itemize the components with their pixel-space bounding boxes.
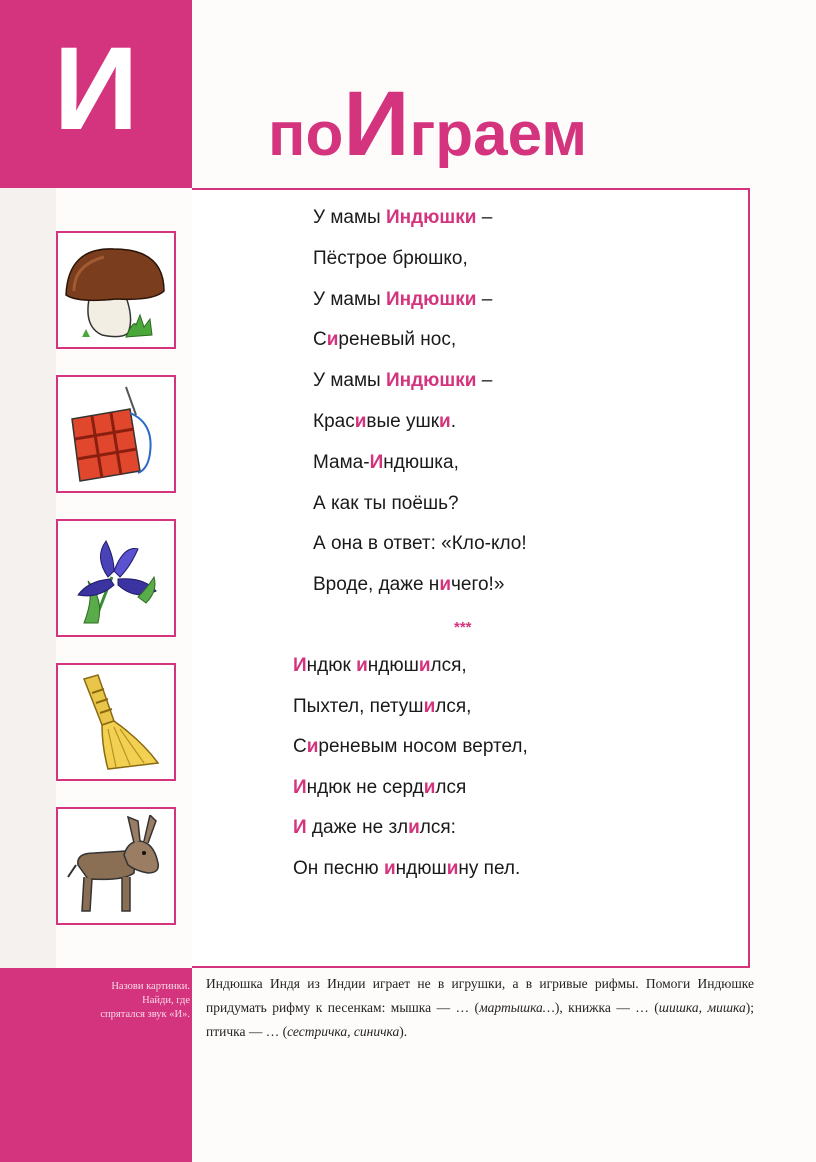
rhyme-answer: мартышка… bbox=[479, 1000, 555, 1015]
big-letter: И bbox=[53, 23, 139, 155]
picture-embroidery bbox=[56, 375, 176, 493]
donkey-icon bbox=[64, 815, 168, 917]
side-strip bbox=[0, 188, 56, 968]
side-instruction: Назови картинки. Найди, где спрятался звук «И». bbox=[100, 981, 190, 1020]
line-text: ндюк bbox=[306, 655, 357, 676]
poem-line bbox=[293, 727, 528, 768]
highlighted-letters: и bbox=[306, 736, 319, 758]
poem-line bbox=[313, 443, 527, 484]
picture-donkey bbox=[56, 807, 176, 925]
task-text-part: Индюшка Индя из Индии играет не в игрушки, а в игривые рифмы. Помоги Индюшке придумать рифму к песенкам: мышка — … ( bbox=[206, 976, 754, 1015]
embroidery-icon bbox=[64, 383, 168, 485]
line-text: – bbox=[476, 370, 493, 392]
broom-icon bbox=[64, 671, 168, 773]
highlighted-letters: и bbox=[423, 695, 436, 717]
poem-stanza-2 bbox=[293, 646, 528, 890]
line-text: ндюк не серд bbox=[306, 776, 424, 798]
task-text bbox=[206, 972, 754, 1044]
highlighted-letters: Индюшки bbox=[385, 207, 477, 228]
line-text: лся, bbox=[435, 695, 472, 717]
poem-line bbox=[313, 565, 527, 606]
poem-line bbox=[313, 280, 527, 321]
line-text: Он песню bbox=[293, 857, 384, 879]
rhyme-answer: шишка, мишка bbox=[658, 1000, 746, 1015]
poem-line bbox=[293, 646, 528, 687]
line-text: С bbox=[293, 736, 307, 758]
line-text: А как ты поёшь? bbox=[313, 492, 459, 514]
highlighted-letters: Индюшки bbox=[385, 370, 477, 392]
highlighted-letters: Индюшки bbox=[385, 288, 477, 310]
line-text: . bbox=[450, 410, 457, 432]
title-capital-letter: И bbox=[343, 73, 410, 175]
line-text: чего!» bbox=[451, 574, 505, 596]
poem-line bbox=[313, 239, 527, 280]
line-text: – bbox=[476, 288, 493, 310]
line-text: Вроде, даже н bbox=[313, 574, 440, 596]
highlighted-letters: и bbox=[439, 410, 451, 432]
highlighted-letters: и bbox=[326, 329, 339, 351]
picture-iris bbox=[56, 519, 176, 637]
highlighted-letters: и bbox=[418, 655, 431, 676]
stanza-separator: *** bbox=[454, 619, 472, 636]
iris-icon bbox=[64, 527, 168, 629]
poem-line bbox=[313, 484, 527, 525]
highlighted-letters: и bbox=[356, 655, 368, 676]
line-text: У мамы bbox=[313, 288, 386, 310]
line-text: Мама- bbox=[313, 451, 370, 473]
line-text: реневый нос, bbox=[338, 329, 457, 351]
highlighted-letters: и bbox=[446, 857, 459, 879]
highlighted-letters: и bbox=[423, 776, 436, 798]
line-text: вые ушк bbox=[366, 410, 440, 432]
line-text: У мамы bbox=[313, 207, 386, 228]
line-text: А она в ответ: «Кло-кло! bbox=[313, 533, 527, 555]
line-text: Пёстрое брюшко, bbox=[313, 247, 468, 269]
task-text-part: ), книжка — … ( bbox=[554, 1000, 659, 1015]
line-text: Крас bbox=[313, 410, 355, 432]
line-text: Пыхтел, петуш bbox=[293, 695, 424, 717]
task-text-part: ); птичка — … ( bbox=[206, 1000, 754, 1039]
highlighted-letters: И bbox=[293, 655, 307, 676]
poem-line bbox=[293, 687, 528, 728]
mushroom-icon bbox=[64, 239, 168, 341]
line-text: С bbox=[313, 329, 327, 351]
line-text: реневым носом вертел, bbox=[318, 736, 528, 758]
title-part-1: по bbox=[268, 100, 344, 169]
picture-broom bbox=[56, 663, 176, 781]
line-text: – bbox=[476, 207, 493, 228]
line-text: ндюшка, bbox=[383, 451, 459, 473]
poem-line bbox=[313, 320, 527, 361]
line-text: лся: bbox=[419, 817, 456, 839]
poem-line bbox=[293, 768, 528, 809]
page-title bbox=[268, 73, 588, 175]
highlighted-letters: И bbox=[293, 776, 307, 798]
poem-line bbox=[293, 808, 528, 849]
poem-line bbox=[313, 524, 527, 565]
title-part-2: граем bbox=[409, 100, 588, 169]
line-text: ндюш bbox=[395, 857, 447, 879]
poem-line bbox=[293, 849, 528, 890]
letter-block bbox=[0, 0, 192, 188]
line-text: лся bbox=[435, 776, 467, 798]
line-text: даже не зл bbox=[306, 817, 409, 839]
poem-line bbox=[313, 361, 527, 402]
highlighted-letters: и bbox=[408, 817, 420, 839]
line-text: ну пел. bbox=[458, 857, 521, 879]
highlighted-letters: И bbox=[293, 817, 307, 839]
line-text: лся, bbox=[430, 655, 467, 676]
line-text: ндюш bbox=[367, 655, 419, 676]
highlighted-letters: и bbox=[383, 857, 396, 879]
highlighted-letters: И bbox=[369, 451, 384, 473]
task-text-part: ). bbox=[399, 1024, 408, 1039]
highlighted-letters: и bbox=[354, 410, 367, 432]
rhyme-answer: сестричка, синичка bbox=[287, 1024, 400, 1039]
picture-mushroom bbox=[56, 231, 176, 349]
poem-line bbox=[313, 198, 527, 239]
highlighted-letters: и bbox=[439, 574, 451, 596]
line-text: У мамы bbox=[313, 370, 386, 392]
poem-line bbox=[313, 402, 527, 443]
poem-stanza-1 bbox=[313, 198, 527, 606]
